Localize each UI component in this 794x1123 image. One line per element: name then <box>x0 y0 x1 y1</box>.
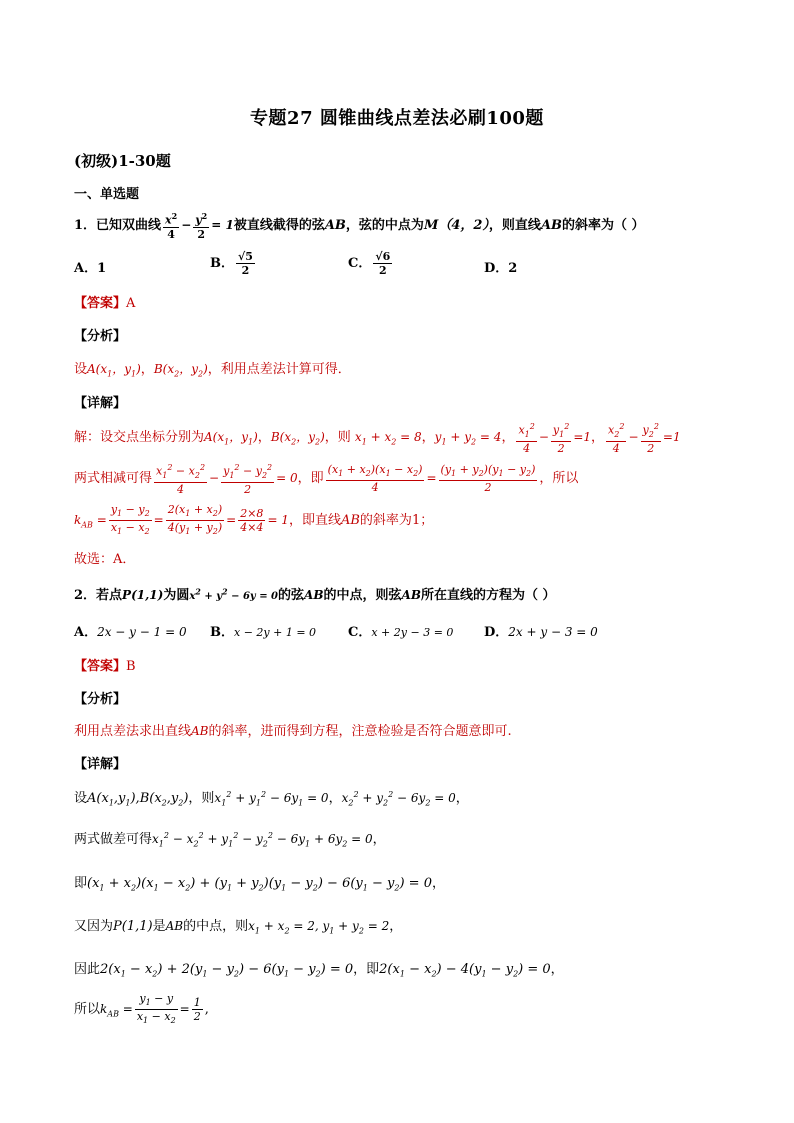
q1-answer <box>74 292 135 311</box>
q1-frac-y: $\frac{y^2}{2}$ <box>195 211 208 241</box>
q2-answer-label: 【答案】 <box>74 659 127 674</box>
q2-analysis-label: 【分析】 <box>74 692 127 707</box>
q1-choose: 故选：A． <box>74 552 136 567</box>
q1-analysis-label: 【分析】 <box>74 329 127 344</box>
q2-analysis: 利用点差法求出直线AB的斜率，进而得到方程，注意检验是否符合题意即可. <box>74 724 512 739</box>
q2-oc-eq: x + 2y − 3 = 0 <box>371 626 454 639</box>
q2-l4c: 的中点，则 <box>183 919 249 934</box>
q1-option-a: A．1 <box>74 261 107 276</box>
q1-option-b-label: B． <box>210 256 234 271</box>
q2-line1: 设$A(x_1,y_1),B(x_2,y_2)$，则$x_1^2 + y_1^2 - 6y_1 = 0$，$x_2^2 + y_2^2 - 6y_2 = 0$， <box>74 790 469 808</box>
q1-d3-ab: AB <box>340 513 360 529</box>
q2-ob-eq: x − 2y + 1 = 0 <box>234 626 317 639</box>
q2-l4a: 又因为 <box>74 919 114 934</box>
q1-analysis: 设$A(x_1$，$y_1$)，$B(x_2$，$y_2$)，利用点差法计算可得． <box>74 362 351 379</box>
q2-l6a: 所以 <box>74 1002 101 1018</box>
q1-d2a: 两式相减可得 <box>74 470 153 486</box>
q1-d1a: 解：设交点坐标分别为 <box>74 429 205 445</box>
q1-d3d: 1； <box>411 513 434 529</box>
q2-l5a: 因此 <box>74 962 101 977</box>
q1-stem: 1．已知双曲线 $\frac{x^2}{4}$ − $\frac{y^2}{2}$ = 1被直线截得的弦AB，弦的中点为M（4，2），则直线AB的斜率为（ ） <box>74 211 645 241</box>
q2-l3a: 即 <box>74 876 88 891</box>
q2-ob-l: B． <box>210 625 234 640</box>
q1-d3b: ，即直线 <box>288 513 341 529</box>
q2-s-a: 2．若点 <box>74 588 123 603</box>
q2-an-a: 利用点差法求出直线 <box>74 724 192 739</box>
q2-detail-label: 【详解】 <box>74 757 127 772</box>
q1-stem-text3: ，弦的中点为 <box>345 217 424 233</box>
q2-line5: 因此$2(x_1 - x_2) + 2(y_1 - y_2) - 6(y_1 - y_2) = 0$，即$2(x_1 - x_2) - 4(y_1 - y_2) = 0$， <box>74 962 564 979</box>
q2-line4: 又因为P(1,1)是AB的中点，则$x_1 + x_2 = 2$, $y_1 + y_2 = 2$， <box>74 919 403 936</box>
q2-line3: 即$(x_1 + x_2)(x_1 - x_2) + (y_1 + y_2)(y_1 - y_2) - 6(y_1 - y_2) = 0$， <box>74 876 445 893</box>
q1-d2b: ，即 <box>297 470 324 486</box>
q1-detail-line1: 解：设交点坐标分别为$A(x_1$，$y_1$)，$B(x_2$，$y_2$)，则 $x_1 + x_2 = 8$，$y_1 + y_2 = 4$， $\frac{x_1^2}{4}$ − $\frac{y_1^2}{2}$ =1， $\frac{x_2^2}{4}$ − $\frac{y_2^2}{2}$ =1 <box>74 422 681 455</box>
q2-s-d: 的中点，则弦 <box>323 588 402 603</box>
q2-an-b: 的斜率，进而得到方程，注意检验是否符合题意即可. <box>208 724 512 739</box>
q2-line6: 所以$k_{AB}$ = $\frac{y_1 - y}{x_1 - x_2}$ = $\frac{1}{2}$ , <box>74 992 209 1026</box>
q1-detail-line2: 两式相减可得 $\frac{x_1^2 - x_2^2}{4}$ − $\frac{y_1^2 - y_2^2}{2}$ = 0，即 $\frac{(x_1 + x_2)(x_1 - x_2)}{4}$ = $\frac{(y_1 + y_2)(y_1 - y_2)}{2}$ ，所以 <box>74 462 579 496</box>
q1-stem-text5: 的斜率为（ ） <box>562 217 645 233</box>
q2-s-c: 的弦 <box>278 588 305 603</box>
q1-detail-line3: $k_{AB}$ = $\frac{y_1 - y_2}{x_1 - x_2}$ = $\frac{2(x_1 + x_2)}{4(y_1 + y_2)}$ = $\frac{2\times 8}{4\times 4}$ = 1，即直线AB的斜率为1； <box>74 503 434 537</box>
q1-option-b: B． $\frac{√5}{2}$ <box>210 250 253 277</box>
page-title: 专题27 圆锥曲线点差法必刷100题 <box>250 108 544 129</box>
q1-d1b: ，则 <box>324 429 351 445</box>
q2-stem: 2．若点P(1,1)为圆$x^2 + y^2 - 6y = 0$的弦AB的中点，则弦AB所在直线的方程为（ ） <box>74 586 556 603</box>
q2-s-e: 所在直线的方程为（ ） <box>420 588 556 603</box>
q2-line2: 两式做差可得$x_1^2 - x_2^2 + y_1^2 - y_2^2 - 6y_1 + 6y_2 = 0$， <box>74 831 386 849</box>
q2-l1b: ，则 <box>188 791 215 806</box>
q2-option-d <box>484 621 598 640</box>
q1-option-c-label: C． <box>348 256 372 271</box>
q1-stem-text: 1．已知双曲线 <box>74 217 162 233</box>
q2-option-b <box>210 621 316 640</box>
q1-d2c: ，所以 <box>539 470 579 486</box>
q1-option-c: C． $\frac{√6}{2}$ <box>348 250 391 277</box>
section-heading: 一、单选题 <box>74 187 140 202</box>
q1-stem-text2: 被直线截得的弦 <box>233 217 325 233</box>
q1-ab2: AB <box>540 217 563 233</box>
q2-answer-value: B <box>126 659 136 674</box>
q1-stem-text4: ，则直线 <box>488 217 541 233</box>
q2-option-c <box>348 621 453 640</box>
q2-l4b: 是 <box>152 919 166 934</box>
q1-analysis-b: ，利用点差法计算可得． <box>207 362 351 377</box>
q2-oc-l: C． <box>348 625 372 640</box>
q1-midpoint: M（4，2） <box>423 217 489 233</box>
q2-od-l: D． <box>484 625 509 640</box>
q1-analysis-a: 设 <box>74 362 88 377</box>
q2-l1a: 设 <box>74 791 88 806</box>
q1-option-d: D．2 <box>484 261 518 276</box>
q2-option-a <box>74 621 187 640</box>
q2-oa-l: A． <box>74 625 98 640</box>
q1-ab: AB <box>324 217 346 233</box>
q2-answer <box>74 655 136 674</box>
q2-l5b: ，即 <box>353 962 380 977</box>
q2-oa-eq: 2x − y − 1 = 0 <box>97 625 187 639</box>
subtitle: (初级)1-30题 <box>74 152 171 170</box>
q2-s-b: 为圆 <box>163 588 190 603</box>
q1-d3c: 的斜率为 <box>359 513 412 529</box>
q1-answer-value: A <box>126 296 136 311</box>
q1-frac-x: $\frac{x^2}{4}$ <box>165 211 178 241</box>
q1-answer-label: 【答案】 <box>74 296 127 311</box>
q2-l2a: 两式做差可得 <box>74 832 153 847</box>
q2-od-eq: 2x + y − 3 = 0 <box>508 625 598 639</box>
q1-detail-label: 【详解】 <box>74 396 127 411</box>
